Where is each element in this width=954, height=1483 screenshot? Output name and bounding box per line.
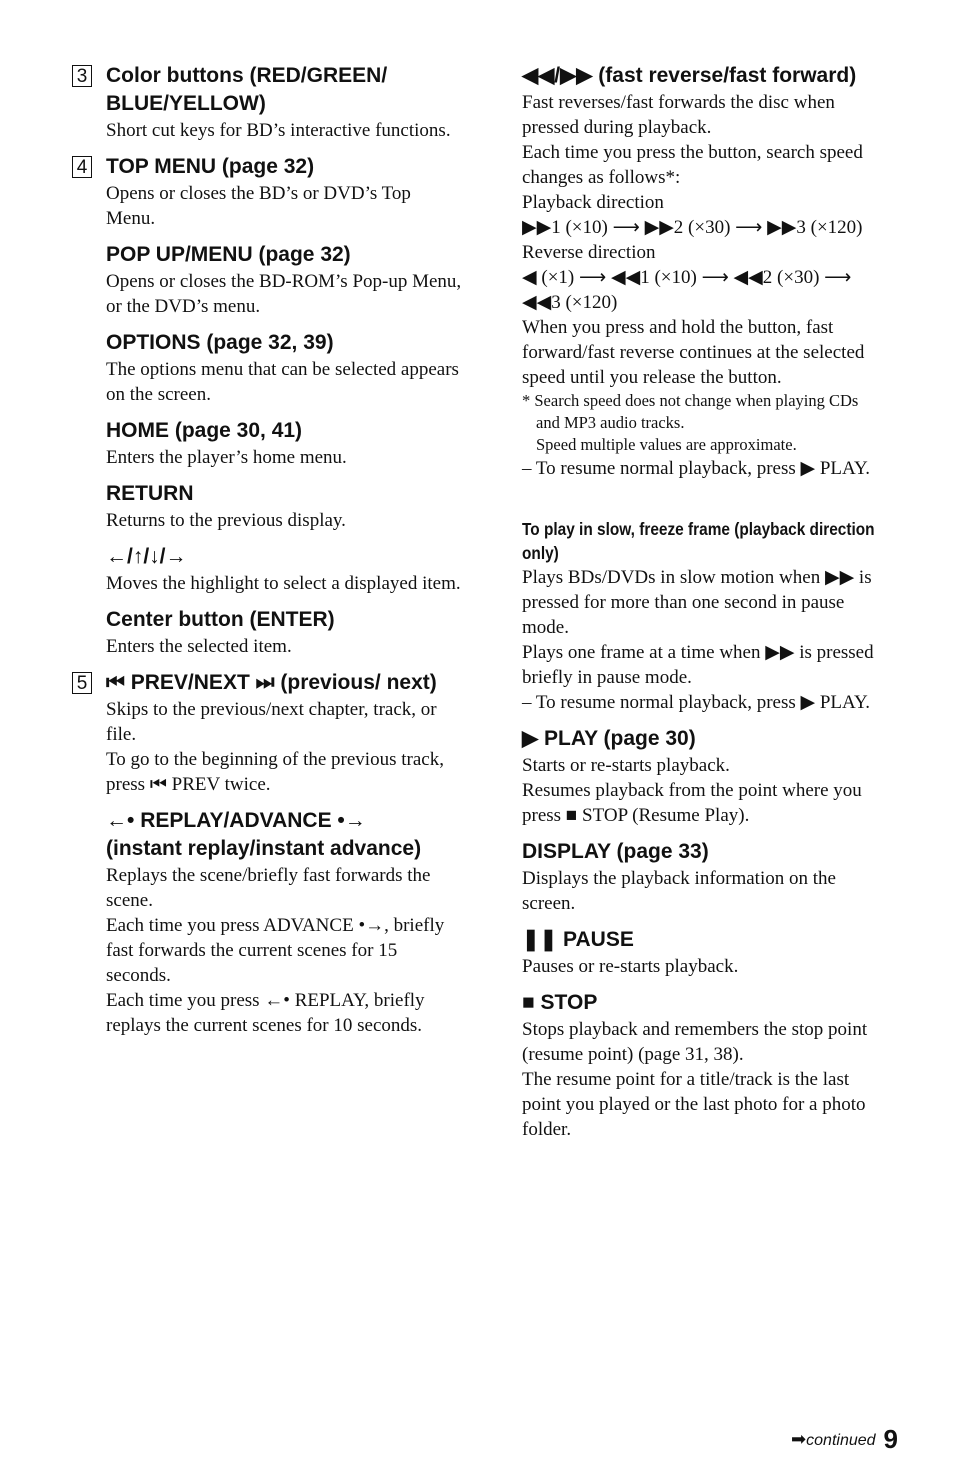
body-slow-1: Plays BDs/DVDs in slow motion when ▶▶ is pressed for more than one second in pause mode.: [522, 567, 872, 638]
stop-icon: ■: [522, 991, 535, 1014]
body-top-menu: Opens or closes the BD’s or DVD’s Top Menu.: [106, 183, 411, 229]
note-speed-multiple: Speed multiple values are approximate.: [536, 435, 797, 454]
prev-icon: ⏮: [149, 774, 167, 795]
body-ff-2: Each time you press the button, search speed changes as follows*:: [522, 142, 863, 188]
body-color-buttons: Short cut keys for BD’s interactive functions.: [106, 120, 451, 141]
heading-center-button: Center button (ENTER): [106, 608, 335, 631]
item-arrows: [106, 543, 462, 596]
pause-icon: ❚❚: [522, 928, 558, 951]
heading-options: OPTIONS (page 32, 39): [106, 331, 334, 354]
body-prev-next-1: Skips to the previous/next chapter, track, or file.: [106, 699, 437, 745]
item-replay-advance: [106, 807, 462, 1038]
body-ff-4: ▶▶1 (×10) ⟶ ▶▶2 (×30) ⟶ ▶▶3 (×120): [522, 217, 863, 238]
heading-pause: ❚❚ PAUSE: [522, 928, 634, 951]
heading-play: ▶ PLAY (page 30): [522, 727, 696, 750]
body-slow-2: Plays one frame at a time when ▶▶ is pressed briefly in pause mode.: [522, 642, 874, 688]
body-options: The options menu that can be selected appears on the screen.: [106, 359, 459, 405]
body-replay-3: Each time you press ←• REPLAY, briefly replays the current scenes for 10 seconds.: [106, 990, 425, 1036]
body-replay-2: Each time you press ADVANCE •→, briefly fast forwards the current scenes for 15 seconds.: [106, 915, 445, 986]
heading-display: DISPLAY (page 33): [522, 840, 709, 863]
section-5: [72, 669, 462, 1038]
body-return: Returns to the previous display.: [106, 510, 346, 531]
play-icon: ▶: [522, 727, 539, 750]
item-play: [522, 725, 882, 828]
heading-arrow-keys: ←/↑/↓/→: [106, 545, 187, 568]
body-ff-1: Fast reverses/fast forwards the disc when pressed during playback.: [522, 92, 835, 138]
item-home: [106, 417, 462, 470]
body-play-1: Starts or re-starts playback.: [522, 755, 730, 776]
right-column: [522, 62, 882, 1142]
body-stop-1: Stops playback and remembers the stop point (resume point) (page 31, 38).: [522, 1019, 868, 1065]
fast-reverse-forward-icon: ◀◀/▶▶: [522, 64, 593, 87]
heading-prev-next: ⏮ PREV/NEXT ⏭ (previous/ next): [106, 671, 437, 694]
advance-icon: •→: [358, 915, 385, 936]
note-search-speed: * Search speed does not change when playing CDs and MP3 audio tracks.: [522, 391, 859, 432]
section-4: [72, 153, 462, 659]
page-number: 9: [883, 1424, 898, 1454]
body-ff-6: ◀ (×1) ⟶ ◀◀1 (×10) ⟶ ◀◀2 (×30) ⟶ ◀◀3 (×120): [522, 267, 852, 313]
item-pop-up-menu: [106, 241, 462, 319]
next-icon: ⏭: [255, 671, 275, 694]
dash-resume-slow: – To resume normal playback, press ▶ PLAY.: [522, 692, 871, 713]
item-display: [522, 838, 882, 916]
item-center-button: [106, 606, 462, 659]
body-replay-1: Replays the scene/briefly fast forwards the scene.: [106, 865, 431, 911]
body-ff-7: When you press and hold the button, fast forward/fast reverse continues at the selected speed until you release the button.: [522, 317, 865, 388]
item-pause: [522, 926, 882, 979]
prev-icon: ⏮: [106, 671, 125, 694]
replay-icon: ←•: [264, 990, 290, 1011]
section-number-4: 4: [72, 156, 92, 178]
body-stop-2: The resume point for a title/track is the last point you played or the last photo for a photo folder.: [522, 1069, 866, 1140]
item-options: [106, 329, 462, 407]
subheading-slow-freeze: To play in slow, freeze frame (playback direction only): [522, 519, 875, 563]
continued-label: continued: [806, 1432, 876, 1449]
body-pop-up-menu: Opens or closes the BD-ROM’s Pop-up Menu, or the DVD’s menu.: [106, 271, 462, 317]
heading-replay-advance: ←• REPLAY/ADVANCE •→ (instant replay/instant advance): [106, 809, 422, 860]
body-arrow-keys: Moves the highlight to select a displayed item.: [106, 573, 461, 594]
body-home: Enters the player’s home menu.: [106, 447, 347, 468]
section-3: [72, 62, 462, 143]
body-play-2: Resumes playback from the point where you press ■ STOP (Resume Play).: [522, 780, 862, 826]
item-stop: [522, 989, 882, 1142]
left-column: [72, 62, 462, 1038]
heading-top-menu: TOP MENU (page 32): [106, 155, 315, 178]
replay-icon: ←•: [106, 809, 135, 832]
heading-fast-reverse-forward: ◀◀/▶▶ (fast reverse/fast forward): [522, 64, 857, 87]
item-top-menu: [106, 153, 462, 231]
body-ff-5: Reverse direction: [522, 242, 656, 263]
body-center-button: Enters the selected item.: [106, 636, 292, 657]
section-number-5: 5: [72, 672, 92, 694]
section-number-3: 3: [72, 65, 92, 87]
dash-resume-ff: – To resume normal playback, press ▶ PLAY.: [522, 458, 871, 479]
body-pause: Pauses or re-starts playback.: [522, 956, 739, 977]
heading-color-buttons: Color buttons (RED/GREEN/ BLUE/YELLOW): [106, 64, 388, 115]
body-ff-3: Playback direction: [522, 192, 664, 213]
body-prev-next-2: To go to the beginning of the previous track, press ⏮ PREV twice.: [106, 749, 444, 795]
item-return: [106, 480, 462, 533]
heading-pop-up-menu: POP UP/MENU (page 32): [106, 243, 351, 266]
item-slow-freeze: [522, 517, 882, 715]
continued-arrow-icon: ➡: [791, 1429, 807, 1449]
heading-stop: ■ STOP: [522, 991, 598, 1014]
body-display: Displays the playback information on the screen.: [522, 868, 836, 914]
heading-home: HOME (page 30, 41): [106, 419, 303, 442]
page-footer: [791, 1424, 898, 1455]
advance-icon: •→: [337, 809, 366, 832]
item-prev-next: [106, 669, 462, 797]
item-fast-reverse-forward: [522, 62, 882, 481]
heading-return: RETURN: [106, 482, 194, 505]
